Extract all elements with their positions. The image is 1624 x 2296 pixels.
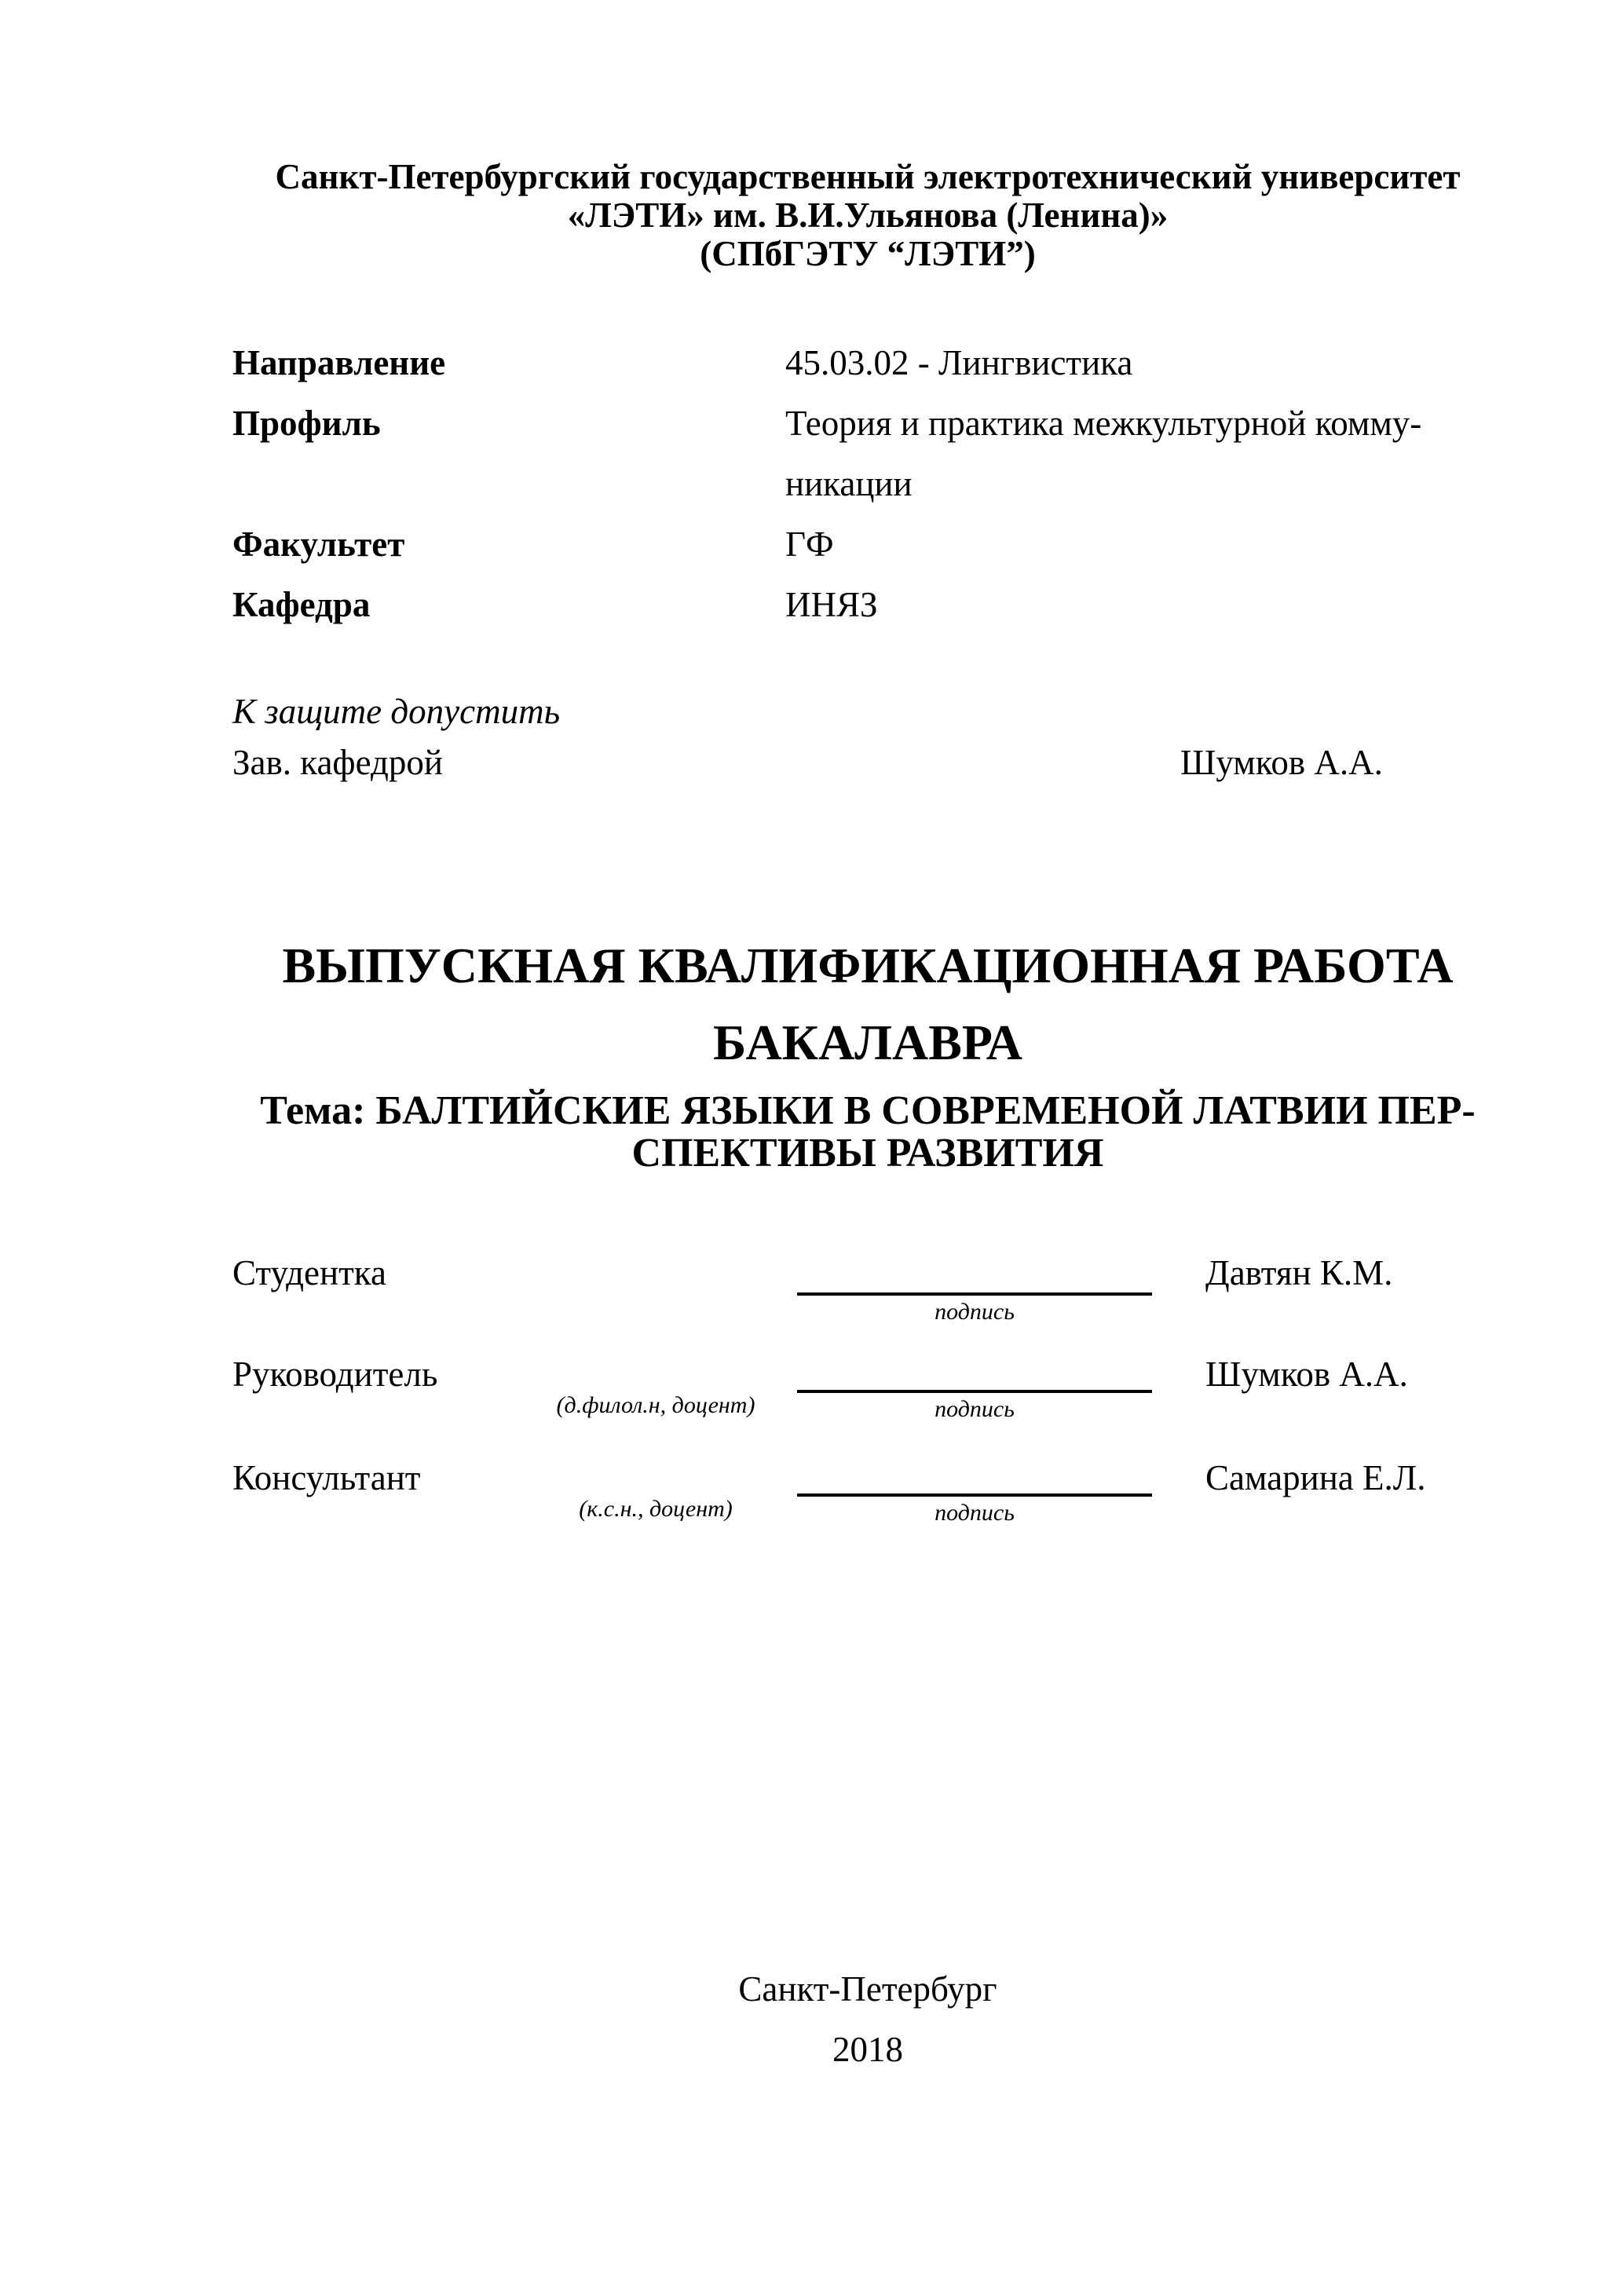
signature-line [797,1493,1152,1497]
field-label-department: Кафедра [232,585,371,624]
signature-role-student: Студентка [232,1253,386,1292]
work-theme [232,1090,1503,1175]
field-label-profile: Профиль [232,404,381,443]
signature-name-consultant: Самарина Е.Л. [1205,1458,1426,1497]
footer-city: Санкт-Петербург [738,1969,997,2009]
signature-role-supervisor: Руководитель [232,1355,438,1394]
signature-name-student: Давтян К.М. [1205,1253,1393,1292]
university-name-line1: Санкт-Петербургский государственный электротехнический университет [275,157,1461,196]
head-of-department-name: Шумков А.А. [1180,743,1383,782]
work-theme-line2: СПЕКТИВЫ РАЗВИТИЯ [631,1131,1104,1175]
field-value-direction: 45.03.02 - Лингвистика [785,343,1133,382]
field-value-profile: Теория и практика межкультурной комму- [785,404,1422,443]
signature-caption: подпись [935,1500,1015,1526]
work-theme-line1: Тема: БАЛТИЙСКИЕ ЯЗЫКИ В СОВРЕМЕНОЙ ЛАТВИИ ПЕР- [260,1088,1476,1133]
signature-name-supervisor: Шумков А.А. [1205,1355,1408,1394]
field-value-profile-wrap: никации [785,464,913,503]
university-header [232,158,1503,273]
work-title-line1: ВЫПУСКНАЯ КВАЛИФИКАЦИОННАЯ РАБОТА [282,938,1454,993]
signature-role-consultant: Консультант [232,1458,421,1497]
signature-caption: подпись [935,1396,1015,1422]
field-value-faculty: ГФ [785,525,834,564]
field-label-direction: Направление [232,343,446,382]
signature-credentials-consultant: (к.с.н., доцент) [579,1496,733,1522]
field-value-department: ИНЯЗ [785,585,878,624]
footer-year: 2018 [832,2030,903,2069]
signature-credentials-supervisor: (д.филол.н, доцент) [556,1392,755,1418]
work-title-line2: БАКАЛАВРА [712,1015,1023,1070]
signature-line [797,1390,1152,1393]
signature-caption: подпись [935,1299,1015,1325]
signature-line [797,1292,1152,1296]
admission-statement: К защите допустить [232,692,561,731]
university-name-line3: (СПбГЭТУ “ЛЭТИ”) [700,234,1036,273]
head-of-department-label: Зав. кафедрой [232,743,443,782]
university-name-line2: «ЛЭТИ» им. В.И.Ульянова (Ленина)» [567,196,1169,235]
field-label-faculty: Факультет [232,525,405,564]
